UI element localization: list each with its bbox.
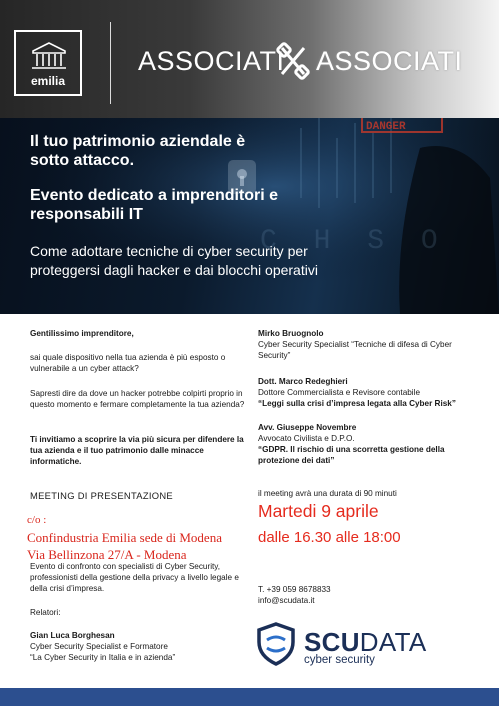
meeting-heading: MEETING DI PRESENTAZIONE (30, 490, 173, 501)
speaker-4-name: Avv. Giuseppe Novembre (258, 423, 357, 432)
footer-bar (0, 688, 499, 706)
confindustria-logo (14, 30, 82, 96)
venue-block (27, 512, 277, 563)
banner-title-1: Il tuo patrimonio aziendale è sotto attacco. (30, 133, 246, 169)
contact-block (258, 584, 331, 606)
danger-text: DANGER (366, 121, 406, 133)
banner-subtitle: Come adottare tecniche di cyber security per proteggersi dagli hacker e dai blocchi operativi (30, 243, 318, 278)
speaker-1-name: Gian Luca Borghesan (30, 631, 115, 640)
event-time: dalle 16.30 alle 18:00 (258, 529, 401, 546)
brand-right: ASSOCIATI (316, 46, 463, 76)
event-description: Evento di confronto con specialisti di Cyber Security, professionisti della gestione della privacy a livello legale e della crisi d’impresa. (30, 562, 239, 593)
scudata-name-bold: SCU (304, 627, 360, 657)
speaker-1-talk: “La Cyber Security in Italia e in azienda” (30, 653, 176, 662)
speaker-4-role: Avvocato Civilista e D.P.O. (258, 434, 355, 443)
speakers-label: Relatori: (30, 608, 61, 617)
speaker-2-role: Cyber Security Specialist “Tecniche di difesa di Cyber Security” (258, 340, 452, 360)
speaker-2-name: Mirko Bruognolo (258, 329, 324, 338)
contact-phone: T. +39 059 8678833 (258, 585, 331, 594)
shield-icon (256, 622, 296, 666)
speaker-3-name: Dott. Marco Redeghieri (258, 377, 348, 386)
invitation-paragraph: Ti invitiamo a scoprire la via più sicura per difendere la tua azienda e il tuo patrimonio dalle minacce informatiche. (30, 435, 244, 466)
hero-banner (0, 118, 499, 314)
header-divider (110, 22, 111, 104)
contact-email[interactable]: info@scudata.it (258, 596, 315, 605)
background-code-text: C H S O (260, 226, 448, 257)
duration-note: il meeting avrà una durata di 90 minuti (258, 489, 397, 498)
greeting: Gentilissimo imprenditore, (30, 329, 134, 338)
scudata-tagline: cyber security (304, 654, 375, 666)
intro-paragraph: sai quale dispositivo nella tua azienda è più esposto o vulnerabile a un cyber attack? (30, 353, 226, 373)
brand-left: ASSOCIATI (138, 46, 285, 76)
question-paragraph: Sapresti dire da dove un hacker potrebbe colpirti proprio in questo momento e fermare completamente la tua azienda? (30, 389, 245, 409)
speaker-1-role: Cyber Security Specialist e Formatore (30, 642, 168, 651)
speaker-4-talk: “GDPR. Il rischio di una scorretta gestione della protezione dei dati” (258, 445, 445, 465)
speaker-3-talk: “Leggi sulla crisi d’impresa legata alla Cyber Risk” (258, 399, 456, 408)
speaker-3-role: Dottore Commercialista e Revisore contabile (258, 388, 420, 397)
banner-title-2: Evento dedicato a imprenditori e responsabili IT (30, 187, 279, 223)
scudata-name-rest: DATA (359, 627, 427, 657)
confindustria-emblem-icon (29, 41, 69, 71)
venue-co: c/o : (27, 514, 47, 526)
venue-address: Via Bellinzona 27/A - Modena (27, 547, 187, 562)
venue-name: Confindustria Emilia sede di Modena (27, 530, 222, 545)
interlocking-links-icon (276, 42, 310, 80)
header (0, 0, 499, 118)
event-date: Martedi 9 aprile (258, 501, 379, 521)
logo-text: emilia (30, 74, 66, 88)
